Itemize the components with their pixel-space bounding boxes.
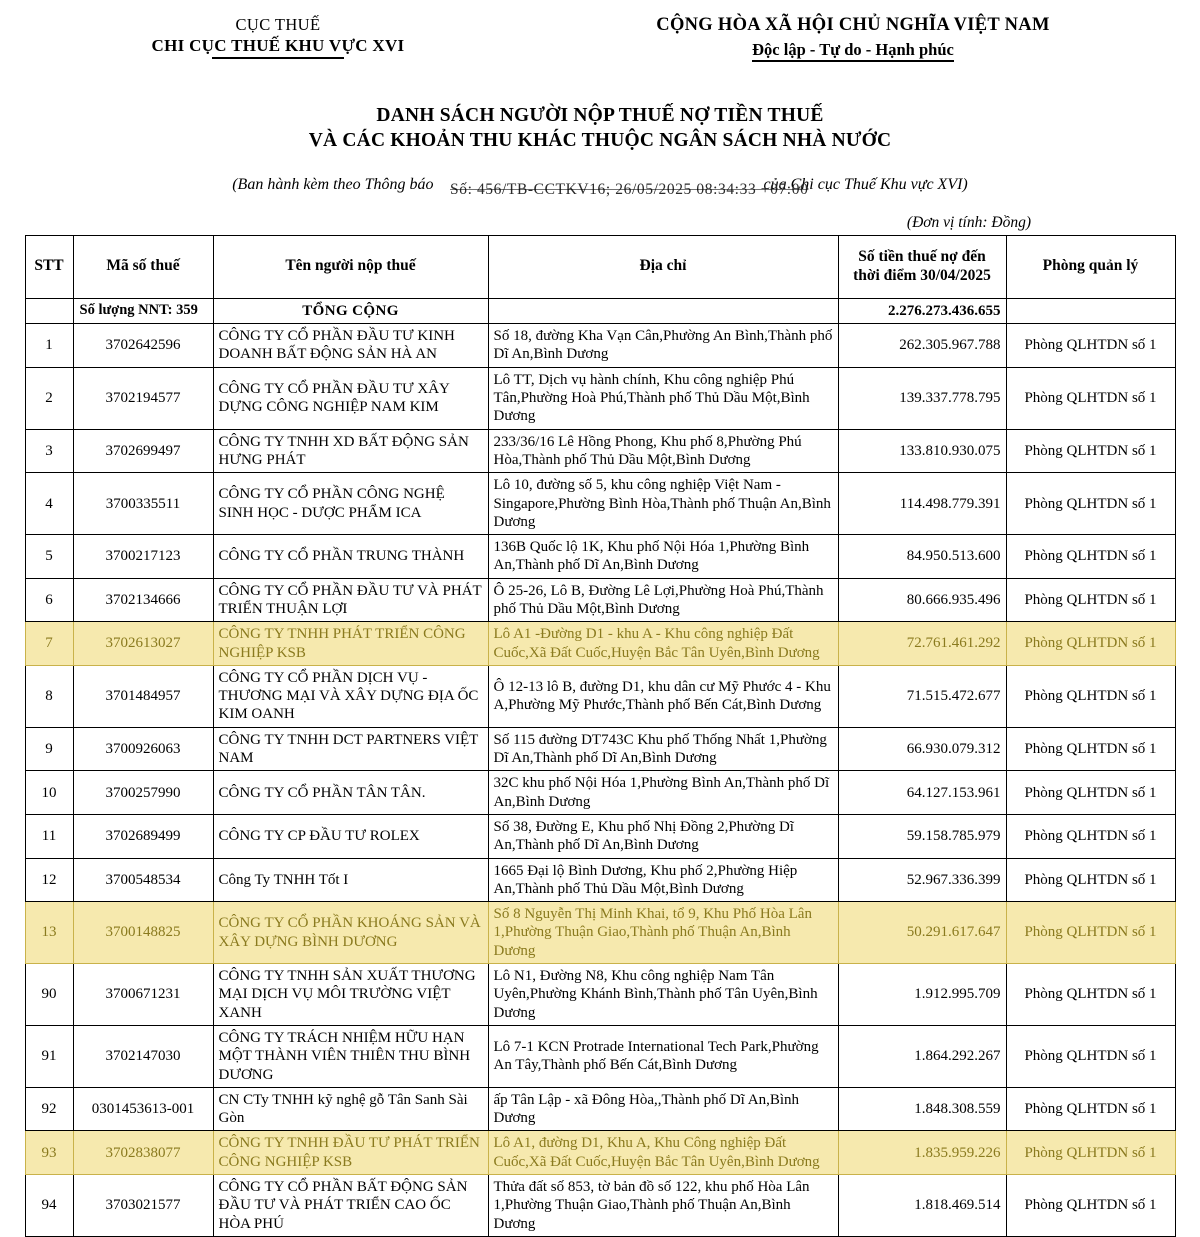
cell-tax-code: 3700148825 [73,902,213,964]
tax-debtors-table [25,235,1176,1237]
cell-debt-amount: 80.666.935.496 [838,578,1006,622]
document-masthead [25,0,1175,61]
table-row [25,473,1175,535]
cell-address: Số 8 Nguyễn Thị Minh Khai, tổ 9, Khu Phố Hòa Lân 1,Phường Thuận Giao,Thành phố Thuận An,Bình Dương [488,902,838,964]
cell-managing-office: Phòng QLHTDN số 1 [1006,324,1175,368]
cell-tax-code: 3702699497 [73,429,213,473]
document-title-block [0,103,1200,154]
cell-address: Số 38, Đường E, Khu phố Nhị Đồng 2,Phường Dĩ An,Thành phố Dĩ An,Bình Dương [488,814,838,858]
cell-debt-amount: 133.810.930.075 [838,429,1006,473]
document-subtitle-block [25,176,1175,202]
total-row-amount: 2.276.273.436.655 [838,298,1006,323]
cell-debt-amount: 139.337.778.795 [838,367,1006,429]
cell-tax-code: 3702642596 [73,324,213,368]
cell-address: 32C khu phố Nội Hóa 1,Phường Bình An,Thành phố Dĩ An,Bình Dương [488,771,838,815]
cell-taxpayer-name: CÔNG TY TNHH ĐẦU TƯ PHÁT TRIỂN CÔNG NGHIỆP KSB [213,1131,488,1175]
cell-stt: 91 [25,1025,73,1087]
cell-tax-code: 3700217123 [73,535,213,579]
cell-taxpayer-name: CÔNG TY TRÁCH NHIỆM HỮU HẠN MỘT THÀNH VIÊN THIÊN THU BÌNH DƯƠNG [213,1025,488,1087]
country-name: CỘNG HÒA XÃ HỘI CHỦ NGHĨA VIỆT NAM [656,15,1050,35]
cell-managing-office: Phòng QLHTDN số 1 [1006,1087,1175,1131]
table-row [25,814,1175,858]
cell-tax-code: 3703021577 [73,1175,213,1237]
subtitle-suffix: của Chi cục Thuế Khu vực XVI) [763,175,968,193]
cell-taxpayer-name: CÔNG TY CỔ PHẦN KHOÁNG SẢN VÀ XÂY DỰNG BÌNH DƯƠNG [213,902,488,964]
cell-tax-code: 3702689499 [73,814,213,858]
document-title-line-1: DANH SÁCH NGƯỜI NỘP THUẾ NỢ TIỀN THUẾ [376,105,824,127]
cell-address: Thửa đất số 853, tờ bản đồ số 122, khu phố Hòa Lân 1,Phường Thuận Giao,Thành phố Thuận An,Bình Dương [488,1175,838,1237]
cell-managing-office: Phòng QLHTDN số 1 [1006,858,1175,902]
cell-taxpayer-name: CÔNG TY CỔ PHẦN TÂN TÂN. [213,771,488,815]
cell-stt: 93 [25,1131,73,1175]
cell-stt: 9 [25,727,73,771]
cell-stt: 2 [25,367,73,429]
digital-signature-stamp: Số: 456/TB-CCTKV16; 26/05/2025 08:34:33 +07:00 [450,180,809,198]
total-row-office [1006,298,1175,323]
cell-taxpayer-name: CÔNG TY CỔ PHẦN BẤT ĐỘNG SẢN ĐẦU TƯ VÀ PHÁT TRIỂN CAO ỐC HÒA PHÚ [213,1175,488,1237]
cell-stt: 5 [25,535,73,579]
total-row-stt [25,298,73,323]
cell-address: Ô 12-13 lô B, đường D1, khu dân cư Mỹ Phước 4 - Khu A,Phường Mỹ Phước,Thành phố Bến Cát,Bình Dương [488,665,838,727]
cell-stt: 94 [25,1175,73,1237]
table-row [25,622,1175,666]
cell-tax-code: 3701484957 [73,665,213,727]
cell-address: Lô N1, Đường N8, Khu công nghiệp Nam Tân Uyên,Phường Khánh Bình,Thành phố Tân Uyên,Bình Dương [488,964,838,1026]
cell-stt: 7 [25,622,73,666]
column-header-managing-office: Phòng quản lý [1006,235,1175,298]
cell-address: Số 115 đường DT743C Khu phố Thống Nhất 1,Phường Dĩ An,Thành phố Dĩ An,Bình Dương [488,727,838,771]
cell-address: ấp Tân Lập - xã Đông Hòa,,Thành phố Dĩ An,Bình Dương [488,1087,838,1131]
column-header-debt-amount [838,235,1006,298]
cell-debt-amount: 1.818.469.514 [838,1175,1006,1237]
cell-stt: 3 [25,429,73,473]
table-row [25,1131,1175,1175]
table-row [25,324,1175,368]
cell-debt-amount: 72.761.461.292 [838,622,1006,666]
cell-stt: 10 [25,771,73,815]
cell-address: Lô 10, đường số 5, khu công nghiệp Việt Nam - Singapore,Phường Bình Hòa,Thành phố Thuận An,Bình Dương [488,473,838,535]
currency-unit-note: (Đơn vị tính: Đồng) [906,213,1031,231]
cell-managing-office: Phòng QLHTDN số 1 [1006,727,1175,771]
cell-managing-office: Phòng QLHTDN số 1 [1006,665,1175,727]
cell-managing-office: Phòng QLHTDN số 1 [1006,473,1175,535]
cell-debt-amount: 52.967.336.399 [838,858,1006,902]
total-row-label: TỔNG CỘNG [213,298,488,323]
cell-address: Số 18, đường Kha Vạn Cân,Phường An Bình,Thành phố Dĩ An,Bình Dương [488,324,838,368]
cell-taxpayer-name: CÔNG TY CỔ PHẦN DỊCH VỤ - THƯƠNG MẠI VÀ XÂY DỰNG ĐỊA ỐC KIM OANH [213,665,488,727]
cell-stt: 90 [25,964,73,1026]
table-row [25,429,1175,473]
cell-managing-office: Phòng QLHTDN số 1 [1006,902,1175,964]
cell-managing-office: Phòng QLHTDN số 1 [1006,429,1175,473]
table-body [25,298,1175,1236]
cell-debt-amount: 71.515.472.677 [838,665,1006,727]
cell-tax-code: 3702147030 [73,1025,213,1087]
cell-managing-office: Phòng QLHTDN số 1 [1006,964,1175,1026]
cell-debt-amount: 114.498.779.391 [838,473,1006,535]
cell-tax-code: 3700335511 [73,473,213,535]
cell-managing-office: Phòng QLHTDN số 1 [1006,814,1175,858]
cell-managing-office: Phòng QLHTDN số 1 [1006,622,1175,666]
cell-stt: 4 [25,473,73,535]
national-motto: Độc lập - Tự do - Hạnh phúc [752,39,954,59]
cell-debt-amount: 1.835.959.226 [838,1131,1006,1175]
column-header-debt-amount-line-2: thời điểm 30/04/2025 [853,266,991,284]
cell-stt: 11 [25,814,73,858]
cell-address: 136B Quốc lộ 1K, Khu phố Nội Hóa 1,Phường Bình An,Thành phố Dĩ An,Bình Dương [488,535,838,579]
cell-taxpayer-name: CN CTy TNHH kỹ nghệ gỗ Tân Sanh Sài Gòn [213,1087,488,1131]
table-row [25,1175,1175,1237]
cell-managing-office: Phòng QLHTDN số 1 [1006,771,1175,815]
cell-taxpayer-name: CÔNG TY CỔ PHẦN ĐẦU TƯ XÂY DỰNG CÔNG NGHIỆP NAM KIM [213,367,488,429]
cell-address: 1665 Đại lộ Bình Dương, Khu phố 2,Phường Hiệp An,Thành phố Thủ Dầu Một,Bình Dương [488,858,838,902]
column-header-stt: STT [25,235,73,298]
cell-taxpayer-name: CÔNG TY TNHH SẢN XUẤT THƯƠNG MẠI DỊCH VỤ MÔI TRƯỜNG VIỆT XANH [213,964,488,1026]
cell-taxpayer-name: CÔNG TY CỔ PHẦN ĐẦU TƯ KINH DOANH BẤT ĐỘNG SẢN HÀ AN [213,324,488,368]
table-total-row [25,298,1175,323]
cell-taxpayer-name: CÔNG TY TNHH DCT PARTNERS VIỆT NAM [213,727,488,771]
cell-address: Lô A1 -Đường D1 - khu A - Khu công nghiệp Đất Cuốc,Xã Đất Cuốc,Huyện Bắc Tân Uyên,Bình Dương [488,622,838,666]
table-row [25,902,1175,964]
table-row [25,367,1175,429]
cell-tax-code: 3700548534 [73,858,213,902]
cell-debt-amount: 64.127.153.961 [838,771,1006,815]
cell-taxpayer-name: CÔNG TY CỔ PHẦN ĐẦU TƯ VÀ PHÁT TRIỂN THUẬN LỢI [213,578,488,622]
column-header-taxpayer-name: Tên người nộp thuế [213,235,488,298]
issuing-authority-block [25,14,531,58]
table-row [25,771,1175,815]
cell-debt-amount: 84.950.513.600 [838,535,1006,579]
cell-taxpayer-name: CÔNG TY CỔ PHẦN TRUNG THÀNH [213,535,488,579]
cell-address: 233/36/16 Lê Hồng Phong, Khu phố 8,Phường Phú Hòa,Thành phố Thủ Dầu Một,Bình Dương [488,429,838,473]
subtitle-prefix: (Ban hành kèm theo Thông báo [232,175,434,193]
total-row-address [488,298,838,323]
cell-tax-code: 3702134666 [73,578,213,622]
table-row [25,665,1175,727]
column-header-debt-amount-line-1: Số tiền thuế nợ đến [858,247,986,265]
national-heading-block [531,14,1175,61]
cell-tax-code: 3702194577 [73,367,213,429]
cell-stt: 92 [25,1087,73,1131]
cell-address: Lô TT, Dịch vụ hành chính, Khu công nghiệp Phú Tân,Phường Hoà Phú,Thành phố Thủ Dầu Một,Bình Dương [488,367,838,429]
cell-stt: 6 [25,578,73,622]
cell-address: Lô 7-1 KCN Protrade International Tech Park,Phường An Tây,Thành phố Bến Cát,Bình Dương [488,1025,838,1087]
authority-parent-name: CỤC THUẾ [235,15,321,34]
table-row [25,727,1175,771]
cell-tax-code: 3700926063 [73,727,213,771]
cell-managing-office: Phòng QLHTDN số 1 [1006,1175,1175,1237]
cell-tax-code: 3702613027 [73,622,213,666]
cell-debt-amount: 50.291.617.647 [838,902,1006,964]
cell-stt: 13 [25,902,73,964]
cell-tax-code: 3700671231 [73,964,213,1026]
cell-taxpayer-name: CÔNG TY CP ĐẦU TƯ ROLEX [213,814,488,858]
column-header-tax-code: Mã số thuế [73,235,213,298]
table-head [25,235,1175,298]
cell-taxpayer-name: CÔNG TY TNHH PHÁT TRIỂN CÔNG NGHIỆP KSB [213,622,488,666]
cell-taxpayer-name: CÔNG TY CỔ PHẦN CÔNG NGHỆ SINH HỌC - DƯỢC PHẨM ICA [213,473,488,535]
cell-debt-amount: 262.305.967.788 [838,324,1006,368]
total-row-count: Số lượng NNT: 359 [73,298,213,323]
cell-taxpayer-name: CÔNG TY TNHH XD BẤT ĐỘNG SẢN HƯNG PHÁT [213,429,488,473]
table-row [25,1025,1175,1087]
authority-name: CHI CỤC THUẾ KHU VỰC XVI [151,36,405,56]
cell-managing-office: Phòng QLHTDN số 1 [1006,367,1175,429]
cell-debt-amount: 1.864.292.267 [838,1025,1006,1087]
cell-tax-code: 3702838077 [73,1131,213,1175]
table-row [25,858,1175,902]
cell-managing-office: Phòng QLHTDN số 1 [1006,1131,1175,1175]
cell-stt: 12 [25,858,73,902]
cell-debt-amount: 1.912.995.709 [838,964,1006,1026]
table-row [25,578,1175,622]
cell-debt-amount: 59.158.785.979 [838,814,1006,858]
cell-taxpayer-name: Công Ty TNHH Tốt I [213,858,488,902]
cell-managing-office: Phòng QLHTDN số 1 [1006,535,1175,579]
document-title-line-2: VÀ CÁC KHOẢN THU KHÁC THUỘC NGÂN SÁCH NHÀ NƯỚC [308,130,892,152]
table-row [25,1087,1175,1131]
cell-tax-code: 3700257990 [73,771,213,815]
cell-debt-amount: 66.930.079.312 [838,727,1006,771]
cell-stt: 8 [25,665,73,727]
table-row [25,964,1175,1026]
cell-debt-amount: 1.848.308.559 [838,1087,1006,1131]
table-row [25,535,1175,579]
cell-tax-code: 0301453613-001 [73,1087,213,1131]
cell-address: Lô A1, đường D1, Khu A, Khu Công nghiệp Đất Cuốc,Xã Đất Cuốc,Huyện Bắc Tân Uyên,Bình Dương [488,1131,838,1175]
cell-managing-office: Phòng QLHTDN số 1 [1006,1025,1175,1087]
column-header-address: Địa chỉ [488,235,838,298]
cell-managing-office: Phòng QLHTDN số 1 [1006,578,1175,622]
table-header-row [25,235,1175,298]
cell-stt: 1 [25,324,73,368]
cell-address: Ô 25-26, Lô B, Đường Lê Lợi,Phường Hoà Phú,Thành phố Thủ Dầu Một,Bình Dương [488,578,838,622]
